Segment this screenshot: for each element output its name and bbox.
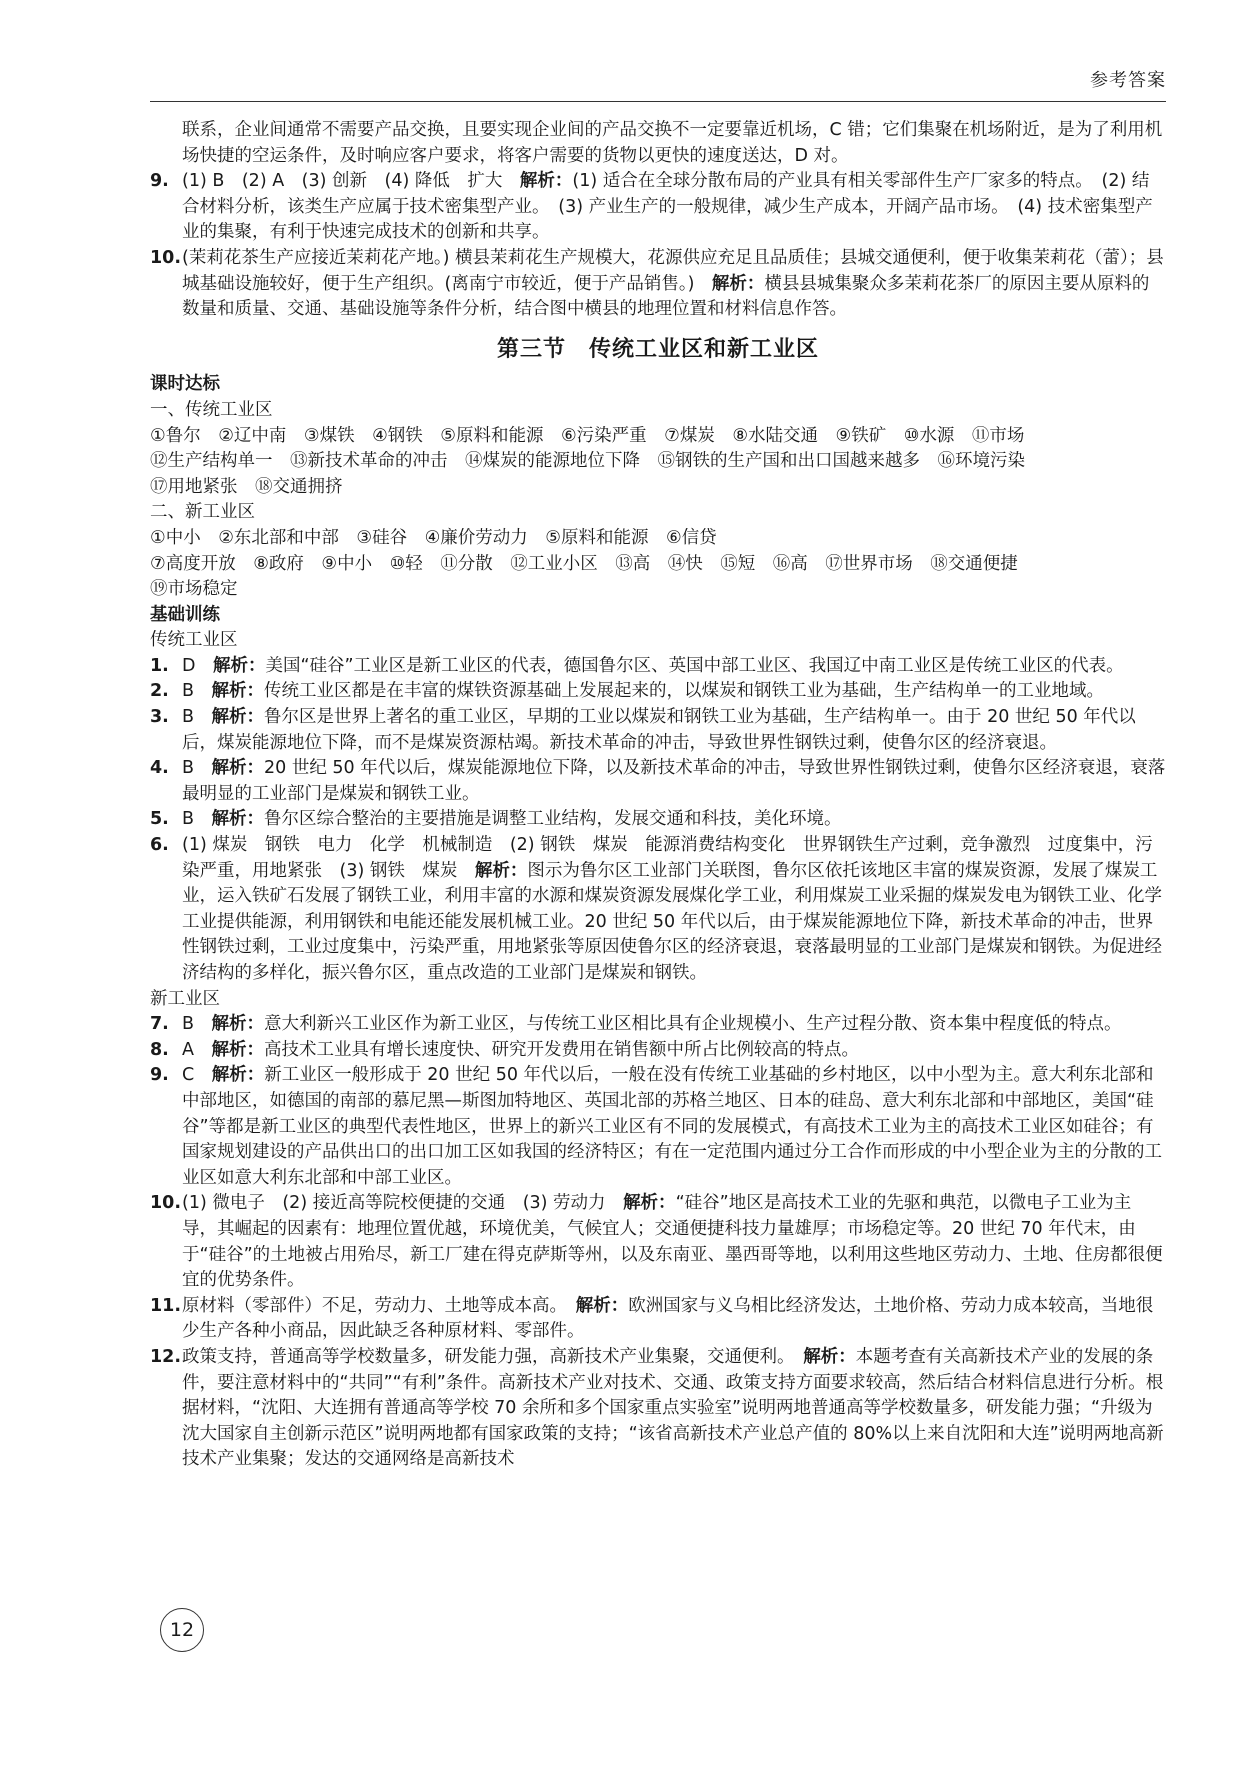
answer-item <box>150 654 1166 680</box>
pre-items <box>150 169 1166 323</box>
answer-number: 2. <box>150 681 169 702</box>
analysis-label: 解析： <box>211 809 265 830</box>
part2-line: ⑦高度开放 ⑧政府 ⑨中小 ⑩轻 ⑪分散 ⑫工业小区 ⑬高 ⑭快 ⑮短 ⑯高 ⑰世界市场 ⑱交通便捷 <box>150 553 1018 574</box>
answer-number: 10. <box>150 1193 182 1214</box>
analysis-label: 解析： <box>211 1014 265 1035</box>
part2-line: ①中小 ②东北部和中部 ③硅谷 ④廉价劳动力 ⑤原料和能源 ⑥信贷 <box>150 527 717 548</box>
answer-item <box>150 833 1166 987</box>
training-heading: 基础训练 <box>150 604 220 625</box>
part1-line: ⑰用地紧张 ⑱交通拥挤 <box>150 476 343 497</box>
part2-title: 二、新工业区 <box>150 502 255 523</box>
lesson-heading: 课时达标 <box>150 374 220 395</box>
answer-item <box>150 1012 1166 1038</box>
group-traditional: 传统工业区 <box>150 630 238 651</box>
answer-body: (茉莉花茶生产应接近茉莉花产地。) 横县茉莉花生产规模大，花源供应充足且品质佳；县城交通便利，便于收集茉莉花（蕾）；县城基础设施较好，便于生产组织。(离南宁市较近，便于产品销售。) <box>182 247 1164 294</box>
answer-item <box>150 705 1166 756</box>
answer-body: B <box>182 809 212 830</box>
analysis-text: 本题考查有关高新技术产业的发展的条件，要注意材料中的“共同”“有利”条件。高新技术产业对技术、交通、政策支持方面要求较高，然后结合材料信息进行分析。根据材料，“沈阳、大连拥有普通高等学校 70 余所和多个国家重点实验室”说明两地普通高等学校数量多，研发能力强；“升级为沈大国家自主创新示范区”说明两地都有国家政策的支持；“该省高新技术产业总产值的 80%以上来自沈阳和大连”说明两地高新技术产业集聚；发达的交通网络是高新技术 <box>182 1346 1164 1470</box>
answer-body: C <box>182 1065 212 1086</box>
items-traditional <box>150 654 1166 987</box>
answer-number: 3. <box>150 707 169 728</box>
answer-item <box>150 1063 1166 1191</box>
answer-number: 4. <box>150 758 169 779</box>
analysis-label: 解析： <box>212 655 266 676</box>
analysis-label: 解析： <box>211 1065 265 1086</box>
analysis-label: 解析： <box>211 758 265 779</box>
analysis-text: 高技术工业具有增长速度快、研究开发费用在销售额中所占比例较高的特点。 <box>263 1039 859 1060</box>
answer-body: B <box>182 758 212 779</box>
answer-number: 6. <box>150 835 169 856</box>
section-title: 第三节 传统工业区和新工业区 <box>496 336 819 362</box>
analysis-label: 解析： <box>474 860 528 881</box>
analysis-text: 鲁尔区综合整治的主要措施是调整工业结构，发展交通和科技，美化环境。 <box>264 809 842 830</box>
answer-number: 7. <box>150 1014 169 1035</box>
answer-item <box>150 1294 1166 1345</box>
items-new <box>150 1012 1166 1473</box>
answer-item <box>150 807 1166 833</box>
analysis-text: 传统工业区都是在丰富的煤铁资源基础上发展起来的，以煤炭和钢铁工业为基础，生产结构单一的工业地域。 <box>264 681 1105 702</box>
part1-title: 一、传统工业区 <box>150 399 273 420</box>
analysis-text: “硅谷”地区是高技术工业的先驱和典范，以微电子工业为主导，其崛起的因素有：地理位置优越，环境优美，气候宜人；交通便捷科技力量雄厚；市场稳定等。20 世纪 70 年代末，由于“硅谷”的土地被占用殆尽，新工厂建在得克萨斯等州，以及东南亚、墨西哥等地，以利用这些地区劳动力、土地、住房都很便宜的优势条件。 <box>182 1193 1163 1291</box>
answer-number: 8. <box>150 1039 169 1060</box>
answer-number: 9. <box>150 1065 169 1086</box>
part2-line: ⑲市场稳定 <box>150 579 238 600</box>
analysis-text: 横县县城集聚众多茉莉花茶厂的原因主要从原料的数量和质量、交通、基础设施等条件分析，结合图中横县的地理位置和材料信息作答。 <box>182 273 1150 320</box>
answer-body: A <box>182 1039 212 1060</box>
analysis-text: 意大利新兴工业区作为新工业区，与传统工业区相比具有企业规模小、生产过程分散、资本集中程度低的特点。 <box>264 1014 1122 1035</box>
analysis-label: 解析： <box>211 681 265 702</box>
group-new: 新工业区 <box>150 988 220 1009</box>
part1-line: ⑫生产结构单一 ⑬新技术革命的冲击 ⑭煤炭的能源地位下降 ⑮钢铁的生产国和出口国越来越多 ⑯环境污染 <box>150 451 1025 472</box>
analysis-text: 鲁尔区是世界上著名的重工业区，早期的工业以煤炭和钢铁工业为基础，生产结构单一。由于 20 世纪 50 年代以后，煤炭能源地位下降，而不是煤炭资源枯竭。新技术革命的冲击，导致世界性钢铁过剩，使鲁尔区的经济衰退。 <box>182 707 1136 753</box>
answer-item <box>150 1191 1166 1293</box>
answer-number: 10. <box>150 247 182 268</box>
answer-body: B <box>182 707 212 728</box>
analysis-text: 欧洲国家与义乌相比经济发达，土地价格、劳动力成本较高，当地很少生产各种小商品，因此缺乏各种原材料、零部件。 <box>182 1295 1154 1342</box>
analysis-text: 20 世纪 50 年代以后，煤炭能源地位下降，以及新技术革命的冲击，导致世界性钢铁过剩，使鲁尔区经济衰退，衰落最明显的工业部门是煤炭和钢铁工业。 <box>182 758 1166 804</box>
answer-body: D <box>182 655 213 676</box>
answer-item <box>150 756 1166 807</box>
analysis-label: 解析： <box>711 273 765 294</box>
answer-body: (1) 煤炭 钢铁 电力 化学 机械制造 (2) 钢铁 煤炭 能源消费结构变化 世界钢铁生产过剩，竞争激烈 过度集中，污染严重，用地紧张 (3) 钢铁 煤炭 <box>182 835 1153 881</box>
analysis-text: 美国“硅谷”工业区是新工业区的代表，德国鲁尔区、英国中部工业区、我国辽中南工业区是传统工业区的代表。 <box>265 655 1124 676</box>
answer-body: B <box>182 681 212 702</box>
answer-item <box>150 1038 1166 1064</box>
header-rule <box>150 101 1166 102</box>
part1-line: ①鲁尔 ②辽中南 ③煤铁 ④钢铁 ⑤原料和能源 ⑥污染严重 ⑦煤炭 ⑧水陆交通 ⑨铁矿 ⑩水源 ⑪市场 <box>150 425 1025 446</box>
answer-number: 5. <box>150 809 169 830</box>
analysis-label: 解析： <box>211 707 265 728</box>
analysis-text: 新工业区一般形成于 20 世纪 50 年代以后，一般在没有传统工业基础的乡村地区，以中小型为主。意大利东北部和中部地区，如德国的南部的慕尼黑—斯图加特地区、英国北部的苏格兰地区、日本的硅岛、意大利东北部和中部地区，美国“硅谷”等都是新工业区的典型代表性地区，世界上的新兴工业区有不同的发展模式，有高技术工业为主的高技术工业区如硅谷；有国家规划建设的产品供出口的出口加工区如我国的经济特区；有在一定范围内通过分工合作而形成的中小型企业为主的分散的工业区如意大利东北部和中部工业区。 <box>182 1065 1162 1188</box>
analysis-label: 解析： <box>623 1193 676 1214</box>
answer-number: 12. <box>150 1346 182 1367</box>
intro-paragraph: 联系，企业间通常不需要产品交换，且要实现企业间的产品交换不一定要靠近机场，C 错；它们集聚在机场附近，是为了利用机场快捷的空运条件，及时响应客户要求，将客户需要的货物以更快的速度送达，D 对。 <box>182 120 1163 166</box>
analysis-label: 解析： <box>519 171 573 192</box>
answer-body: 原材料（零部件）不足，劳动力、土地等成本高。 <box>182 1295 576 1316</box>
answer-number: 9. <box>150 171 169 192</box>
answer-body: B <box>182 1014 212 1035</box>
answer-number: 11. <box>150 1295 182 1316</box>
answer-item <box>150 679 1166 705</box>
answer-number: 1. <box>150 655 169 676</box>
answer-body: (1) B (2) A (3) 创新 (4) 降低 扩大 <box>182 171 520 192</box>
answer-body: 政策支持，普通高等学校数量多，研发能力强，高新技术产业集聚，交通便利。 <box>182 1346 804 1367</box>
header-label: 参考答案 <box>1090 70 1166 91</box>
page-number: 12 <box>160 1608 204 1652</box>
analysis-text: 图示为鲁尔区工业部门关联图，鲁尔区依托该地区丰富的煤炭资源，发展了煤炭工业，运入铁矿石发展了钢铁工业，利用丰富的水源和煤炭资源发展煤化学工业，利用煤炭工业采掘的煤炭发电为钢铁工业、化学工业提供能源，利用钢铁和电能还能发展机械工业。20 世纪 50 年代以后，由于煤炭能源地位下降，新技术革命的冲击，世界性钢铁过剩，工业过度集中，污染严重，用地紧张等原因使鲁尔区的经济衰退，衰落最明显的工业部门是煤炭和钢铁。为促进经济结构的多样化，振兴鲁尔区，重点改造的工业部门是煤炭和钢铁。 <box>182 860 1162 983</box>
analysis-label: 解析： <box>803 1346 856 1367</box>
answer-content <box>150 118 1166 1473</box>
analysis-label: 解析： <box>211 1039 264 1060</box>
answer-body: (1) 微电子 (2) 接近高等院校便捷的交通 (3) 劳动力 <box>182 1193 624 1214</box>
analysis-label: 解析： <box>575 1295 629 1316</box>
analysis-text: (1) 适合在全球分散布局的产业具有相关零部件生产厂家多的特点。 (2) 结合材料分析，该类生产应属于技术密集型产业。 (3) 产业生产的一般规律，减少生产成本，开阔产品市场。 (4) 技术密集型产业的集聚，有利于快速完成技术的创新和共享。 <box>182 171 1153 243</box>
answer-item <box>150 246 1166 323</box>
answer-item <box>150 1345 1166 1473</box>
answer-item <box>150 169 1166 246</box>
